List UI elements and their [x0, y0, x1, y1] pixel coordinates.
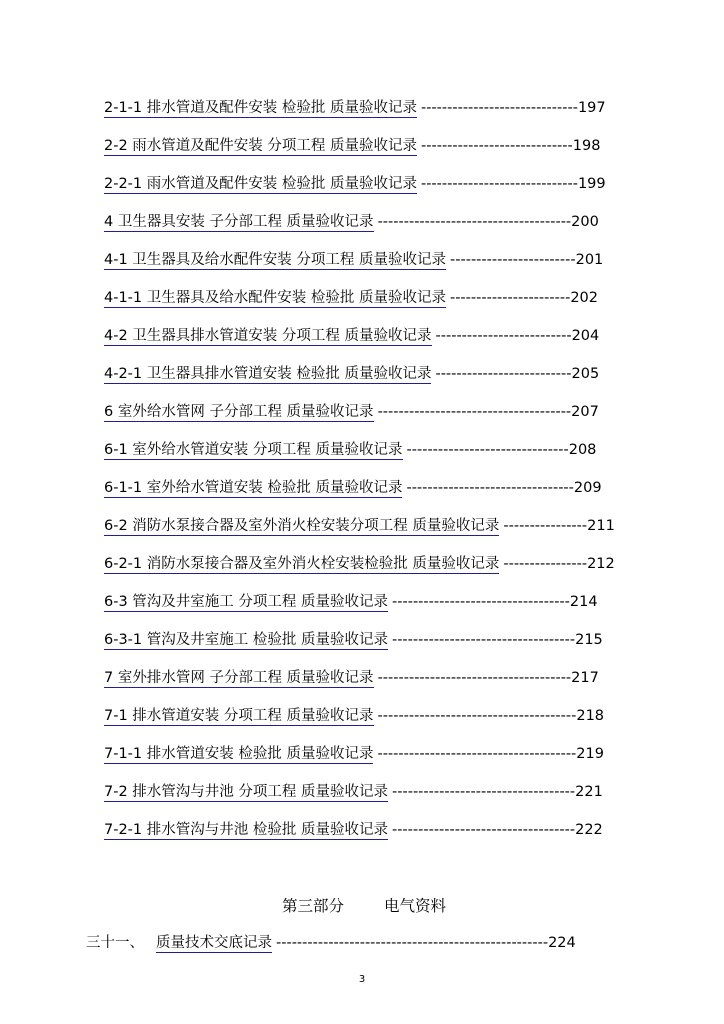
- toc-page-number: 208: [568, 442, 597, 458]
- section-title-label: 电气资料: [384, 897, 447, 915]
- toc-entry[interactable]: [104, 819, 603, 841]
- toc-entry-link[interactable]: 6-3 管沟及井室施工 分项工程 质量验收记录: [104, 594, 389, 610]
- toc-entry-link[interactable]: 6-1-1 室外给水管道安装 检验批 质量验收记录: [104, 480, 403, 496]
- toc-entry[interactable]: [104, 515, 615, 537]
- section-part-label: 第三部分: [282, 897, 345, 915]
- toc-page-number: 197: [577, 100, 606, 116]
- toc-entry[interactable]: [104, 97, 606, 119]
- toc-leader-dots: -------------------------------------: [377, 214, 572, 230]
- toc-page-number: 198: [572, 138, 601, 154]
- section-heading: [282, 895, 446, 917]
- toc-leader-dots: -----------------------------------: [391, 822, 576, 838]
- page-number: 3: [358, 974, 366, 985]
- toc-entry[interactable]: [104, 553, 615, 575]
- toc-page-number: 224: [548, 935, 576, 951]
- toc-entry[interactable]: [104, 705, 604, 727]
- toc-entry[interactable]: [104, 401, 599, 423]
- toc-entry-link[interactable]: 质量技术交底记录: [156, 935, 272, 951]
- toc-leader-dots: ------------------------: [450, 252, 576, 268]
- toc-entry-link[interactable]: 6-3-1 管沟及井室施工 检验批 质量验收记录: [104, 632, 388, 648]
- toc-leader-dots: -----------------------: [449, 290, 571, 306]
- toc-page-number: 212: [587, 556, 615, 572]
- toc-leader-dots: -------------------------------------: [377, 404, 572, 420]
- toc-leader-dots: ------------------------------: [420, 176, 578, 192]
- toc-entry-link[interactable]: 2-2 雨水管道及配件安装 分项工程 质量验收记录: [104, 138, 418, 154]
- toc-entry[interactable]: [104, 591, 598, 613]
- toc-entry-link[interactable]: 2-2-1 雨水管道及配件安装 检验批 质量验收记录: [104, 176, 417, 192]
- toc-entry-link[interactable]: 4-1 卫生器具及给水配件安装 分项工程 质量验收记录: [104, 252, 447, 268]
- toc-page-number: 205: [571, 366, 600, 382]
- toc-leader-dots: --------------------------------------: [377, 746, 577, 762]
- toc-entry[interactable]: [104, 249, 603, 271]
- toc-entry[interactable]: [104, 211, 599, 233]
- toc-entry-link[interactable]: 6 室外给水管网 子分部工程 质量验收记录: [104, 404, 374, 420]
- toc-page-number: 201: [575, 252, 604, 268]
- toc-page-number: 202: [570, 290, 598, 306]
- toc-page-number: 209: [573, 480, 602, 496]
- toc-entry[interactable]: [104, 743, 604, 765]
- toc-page-number: 214: [569, 594, 598, 610]
- toc-entry[interactable]: [104, 781, 603, 803]
- toc-page-number: 217: [571, 670, 599, 686]
- toc-entry-link[interactable]: 7-1 排水管道安装 分项工程 质量验收记录: [104, 708, 374, 724]
- toc-entry[interactable]: [104, 363, 599, 385]
- toc-entry-link[interactable]: 6-2-1 消防水泵接合器及室外消火栓安装检验批 质量验收记录: [104, 556, 500, 572]
- toc-entry[interactable]: [104, 325, 599, 347]
- toc-entry[interactable]: [104, 629, 603, 651]
- toc-entry[interactable]: [104, 173, 606, 195]
- toc-page-number: 218: [576, 708, 605, 724]
- toc-leader-dots: -----------------------------------: [392, 784, 576, 800]
- toc-page-number: 204: [571, 328, 600, 344]
- toc-entry-link[interactable]: 7-2 排水管沟与井池 分项工程 质量验收记录: [104, 784, 389, 800]
- toc-page-number: 211: [587, 518, 615, 534]
- toc-entry-link[interactable]: 6-2 消防水泵接合器及室外消火栓安装分项工程 质量验收记录: [104, 518, 500, 534]
- toc-entry-link[interactable]: 2-1-1 排水管道及配件安装 检验批 质量验收记录: [104, 100, 417, 116]
- toc-entry-part[interactable]: [86, 932, 576, 954]
- toc-entry[interactable]: [104, 667, 599, 689]
- toc-page-number: 221: [575, 784, 603, 800]
- toc-leader-dots: -----------------------------: [421, 138, 573, 154]
- toc-entry-link[interactable]: 7-1-1 排水管道安装 检验批 质量验收记录: [104, 746, 374, 762]
- toc-leader-dots: --------------------------: [435, 366, 572, 382]
- toc-entry[interactable]: [104, 439, 596, 461]
- toc-entry-link[interactable]: 4-2-1 卫生器具排水管道安装 检验批 质量验收记录: [104, 366, 432, 382]
- toc-page-number: 207: [571, 404, 599, 420]
- toc-entry[interactable]: [104, 287, 598, 309]
- toc-page-number: 219: [576, 746, 604, 762]
- toc-leader-dots: ------------------------------: [420, 100, 578, 116]
- toc-leader-dots: --------------------------------: [406, 480, 574, 496]
- toc-entry-link[interactable]: 7-2-1 排水管沟与井池 检验批 质量验收记录: [104, 822, 388, 838]
- toc-page-number: 215: [575, 632, 603, 648]
- toc-leader-dots: -------------------------------: [406, 442, 569, 458]
- toc-entry-link[interactable]: 4-2 卫生器具排水管道安装 分项工程 质量验收记录: [104, 328, 432, 344]
- toc-leader-dots: ----------------: [503, 518, 588, 534]
- toc-entry[interactable]: [104, 477, 602, 499]
- toc-leader-dots: --------------------------------------: [377, 708, 577, 724]
- toc-entry-link[interactable]: 4 卫生器具安装 子分部工程 质量验收记录: [104, 214, 374, 230]
- toc-entry-link[interactable]: 7 室外排水管网 子分部工程 质量验收记录: [104, 670, 374, 686]
- toc-entry-link[interactable]: 6-1 室外给水管道安装 分项工程 质量验收记录: [104, 442, 403, 458]
- toc-leader-dots: -------------------------------------: [377, 670, 572, 686]
- toc-leader-dots: ----------------------------------: [392, 594, 570, 610]
- toc-entry-number: 三十一、: [86, 935, 144, 951]
- toc-leader-dots: --------------------------: [435, 328, 572, 344]
- toc-page-number: 222: [575, 822, 603, 838]
- toc-entry-link[interactable]: 4-1-1 卫生器具及给水配件安装 检验批 质量验收记录: [104, 290, 446, 306]
- toc-leader-dots: ----------------: [503, 556, 588, 572]
- toc-entry[interactable]: [104, 135, 600, 157]
- toc-page-number: 200: [571, 214, 599, 230]
- toc-leader-dots: ----------------------------------------------------: [276, 935, 549, 951]
- toc-page-number: 199: [577, 176, 606, 192]
- toc-leader-dots: -----------------------------------: [391, 632, 576, 648]
